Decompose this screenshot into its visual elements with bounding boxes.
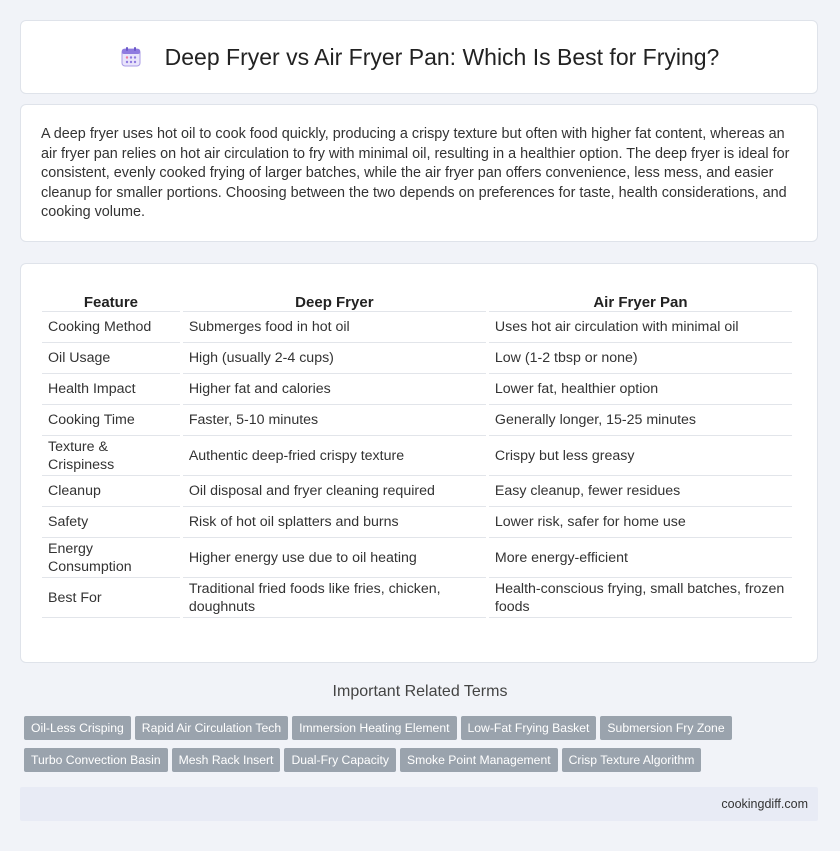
term-tag[interactable]: Rapid Air Circulation Tech [135,716,288,740]
header-deep-fryer: Deep Fryer [183,284,486,312]
header-feature: Feature [42,284,180,312]
air-fryer-cell: Uses hot air circulation with minimal oil [489,312,792,343]
term-tag[interactable]: Oil-Less Crisping [24,716,131,740]
deep-fryer-cell: Oil disposal and fryer cleaning required [183,476,486,507]
footer [20,787,818,821]
feature-cell: Texture & Crispiness [42,436,180,476]
term-tag[interactable]: Submersion Fry Zone [600,716,731,740]
comparison-table [39,284,795,618]
table-row [42,476,792,507]
deep-fryer-cell: High (usually 2-4 cups) [183,343,486,374]
air-fryer-cell: More energy-efficient [489,538,792,578]
feature-cell: Oil Usage [42,343,180,374]
air-fryer-cell: Generally longer, 15-25 minutes [489,405,792,436]
feature-cell: Cleanup [42,476,180,507]
deep-fryer-cell: Traditional fried foods like fries, chicken, doughnuts [183,578,486,618]
table-row [42,405,792,436]
term-tag[interactable]: Turbo Convection Basin [24,748,168,772]
deep-fryer-cell: Higher fat and calories [183,374,486,405]
deep-fryer-cell: Risk of hot oil splatters and burns [183,507,486,538]
feature-cell: Health Impact [42,374,180,405]
air-fryer-cell: Easy cleanup, fewer residues [489,476,792,507]
air-fryer-cell: Lower risk, safer for home use [489,507,792,538]
comparison-table-card [20,263,818,663]
intro-text: A deep fryer uses hot oil to cook food quickly, producing a crispy texture but often with higher fat content, whereas an air fryer pan relies on hot air circulation to fry with minimal oil, resulting in a healthier option. The deep fryer is ideal for consistent, evenly cooked frying of larger batches, while the air fryer pan offers convenience, less mess, and easier cleanup for smaller portions. Choosing between the two depends on preferences for taste, health considerations, and cooking volume. [41,126,790,220]
table-row [42,374,792,405]
table-row [42,343,792,374]
feature-cell: Energy Consumption [42,538,180,578]
deep-fryer-cell: Faster, 5-10 minutes [183,405,486,436]
deep-fryer-cell: Submerges food in hot oil [183,312,486,343]
calendar-icon [119,45,143,69]
feature-cell: Best For [42,578,180,618]
related-terms-title: Important Related Terms [332,683,508,700]
table-row [42,538,792,578]
table-row [42,312,792,343]
table-row [42,436,792,476]
air-fryer-cell: Low (1-2 tbsp or none) [489,343,792,374]
intro-card [20,104,818,242]
air-fryer-cell: Crispy but less greasy [489,436,792,476]
term-tag[interactable]: Dual-Fry Capacity [284,748,396,772]
header-air-fryer-pan: Air Fryer Pan [489,284,792,312]
page-title [119,44,720,71]
term-tag[interactable]: Smoke Point Management [400,748,558,772]
term-tag[interactable]: Immersion Heating Element [292,716,456,740]
table-row [42,507,792,538]
table-row [42,578,792,618]
term-tag[interactable]: Crisp Texture Algorithm [562,748,702,772]
feature-cell: Safety [42,507,180,538]
related-terms-list [24,716,824,780]
term-tag[interactable]: Low-Fat Frying Basket [461,716,597,740]
air-fryer-cell: Health-conscious frying, small batches, frozen foods [489,578,792,618]
page-title-text: Deep Fryer vs Air Fryer Pan: Which Is Best for Frying? [164,43,720,70]
deep-fryer-cell: Higher energy use due to oil heating [183,538,486,578]
deep-fryer-cell: Authentic deep-fried crispy texture [183,436,486,476]
feature-cell: Cooking Method [42,312,180,343]
feature-cell: Cooking Time [42,405,180,436]
title-card [20,20,818,94]
air-fryer-cell: Lower fat, healthier option [489,374,792,405]
term-tag[interactable]: Mesh Rack Insert [172,748,281,772]
footer-site-link[interactable]: cookingdiff.com [721,797,808,811]
